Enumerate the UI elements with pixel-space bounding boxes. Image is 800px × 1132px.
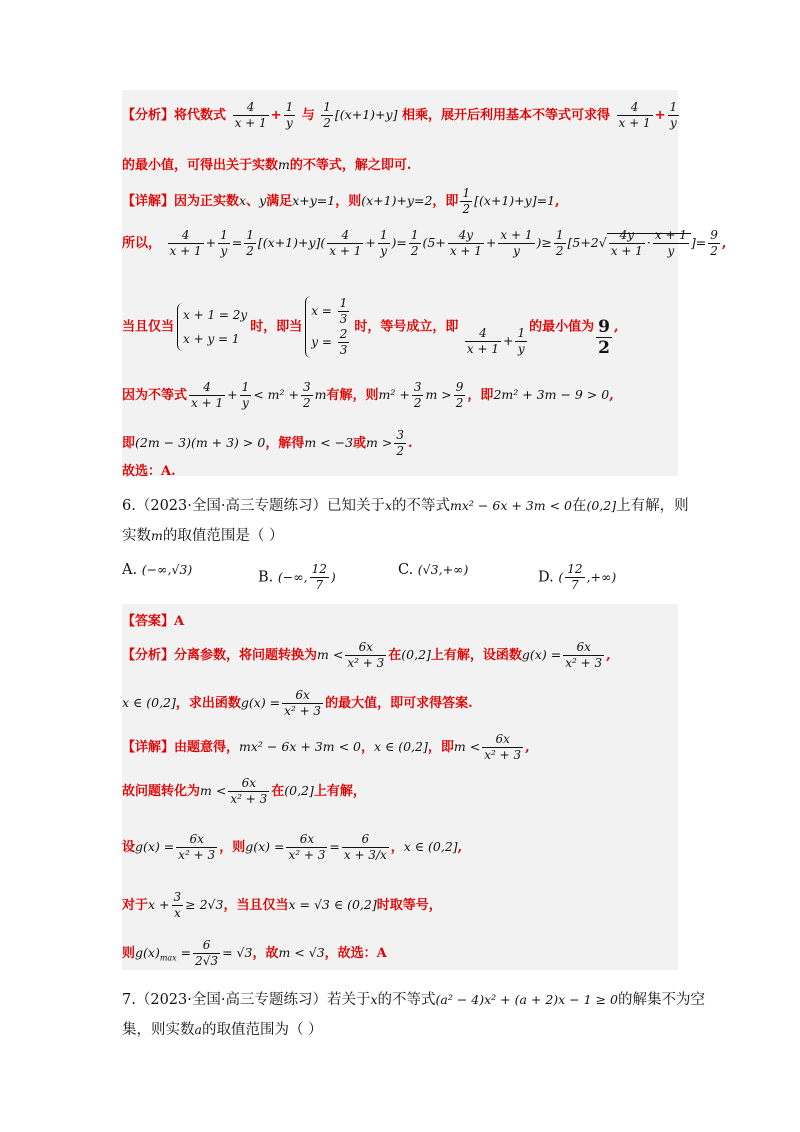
answer-6-line: 【答案】A bbox=[122, 614, 185, 629]
detail-line-2: 所以， $\frac{4}{x + 1}$ + $\frac{1}{y}$ = $\frac{1}{2}$ [(x+1)+y]( $\frac{4}{x + 1}$ + $\frac{1}{y}$ )= $\frac{1}{2}$ (5+ $\frac{4y}{x + 1}$ + $\frac{x + 1}{y}$ )≥ $\frac{1}{2}$ [5+2√ $\frac{4y}{x + 1}$ · $\frac{x + 1}{y}$ ]= $\frac{9}{2}$ , bbox=[122, 228, 727, 258]
question-6-line-1: 6.（2023·全国·高三专题练习）已知关于x的不等式mx² − 6x + 3m < 0在(0,2]上有解，则 bbox=[122, 498, 689, 514]
detail-6-line-5: 则$g(x)_{max}$ = $\frac{6}{2√3}$ = √3，故m < √3，故选：A bbox=[122, 938, 387, 968]
fraction-4-over-x1: $\frac{4}{x + 1}$ bbox=[234, 100, 267, 130]
option-b[interactable]: B. (−∞, $\frac{12}{7}$ ) bbox=[258, 562, 336, 592]
solution-panel-5 bbox=[122, 90, 678, 476]
option-c[interactable]: C. (√3,+∞) bbox=[398, 562, 469, 578]
option-d[interactable]: D. ( $\frac{12}{7}$ ,+∞) bbox=[538, 562, 617, 592]
choose-line-5: 故选：A. bbox=[122, 464, 176, 479]
detail-line-1: 【详解】因为正实数x、y满足x+y=1，则(x+1)+y=2，即 $\frac{1}{2}$ [(x+1)+y]=1, bbox=[122, 186, 560, 216]
detail-6-line-2: 故问题转化为m < $\frac{6x}{\text{x² + 3}}$ 在(0,2]上有解， bbox=[122, 776, 366, 806]
detail-6-line-1: 【详解】由题意得，mx² − 6x + 3m < 0，x ∈ (0,2]，即m < $\frac{6x}{\text{x² + 3}}$ , bbox=[122, 732, 530, 762]
detail-line-5: 即(2m − 3)(m + 3) > 0，解得m < −3或m > $\frac{3}{2}$ . bbox=[122, 428, 413, 458]
detail-line-3: 当且仅当 x + 1 = 2y x + y = 1 时，即当 x = $\frac{1}{3}$ y = $\frac{2}{3}$ 时，等号成立，即 $\frac{4}{x + 1}$ + $\frac{1}{y}$ 的最小值为 $\frac{9}{2}$ , bbox=[122, 296, 619, 358]
detail-line-4: 因为不等式 $\frac{4}{x + 1}$ + $\frac{1}{y}$ < m² + $\frac{3}{2}$ m有解，则m² + $\frac{3}{2}$ m > $\frac{9}{2}$ ，即2m² + 3m − 9 > 0, bbox=[122, 380, 614, 410]
question-6-options bbox=[122, 562, 678, 592]
min-value-fraction: $\frac{9}{2}$ bbox=[598, 316, 610, 358]
equation-system-2: x = $\frac{1}{3}$ y = $\frac{2}{3}$ bbox=[305, 296, 351, 358]
detail-6-line-3: 设g(x) = $\frac{6x}{\text{x² + 3}}$ ，则g(x) = $\frac{6x}{\text{x² + 3}}$ = $\frac{6}{x + 3/x}$ ，x ∈ (0,2], bbox=[122, 832, 463, 862]
question-7-line-1: 7.（2023·全国·高三专题练习）若关于x的不等式(a² − 4)x² + (a + 2)x − 1 ≥ 0的解集不为空 bbox=[122, 992, 705, 1008]
analysis-line-1: 【分析】将代数式 $\frac{4}{x + 1}$ + $\frac{1}{y}$ 与 $\frac{1}{2}$ [(x+1)+y] 相乘，展开后利用基本不等式可求得 $\frac{4}{x + 1}$ + $\frac{1}{y}$ bbox=[122, 100, 678, 130]
question-6-line-2: 实数m的取值范围是（ ） bbox=[122, 528, 284, 544]
option-a[interactable]: A. (−∞,√3) bbox=[122, 562, 193, 578]
detail-6-line-4: 对于x + $\frac{3}{x}$ ≥ 2√3，当且仅当x = √3 ∈ (0,2]时取等号， bbox=[122, 890, 442, 920]
analysis-line-2: 的最小值，可得出关于实数m的不等式，解之即可. bbox=[122, 157, 412, 173]
equation-system-1: x + 1 = 2y x + y = 1 bbox=[177, 303, 247, 351]
analysis-6-line-2: x ∈ (0,2]，求出函数g(x) = $\frac{6x}{\text{x² + 3}}$ 的最大值，即可求得答案. bbox=[122, 688, 473, 718]
question-7-line-2: 集，则实数a的取值范围为（ ） bbox=[122, 1022, 323, 1038]
analysis-6-line-1: 【分析】分离参数，将问题转换为m < $\frac{6x}{\text{x² + 3}}$ 在(0,2]上有解，设函数g(x) = $\frac{6x}{\text{x² + 3}}$ , bbox=[122, 640, 611, 670]
